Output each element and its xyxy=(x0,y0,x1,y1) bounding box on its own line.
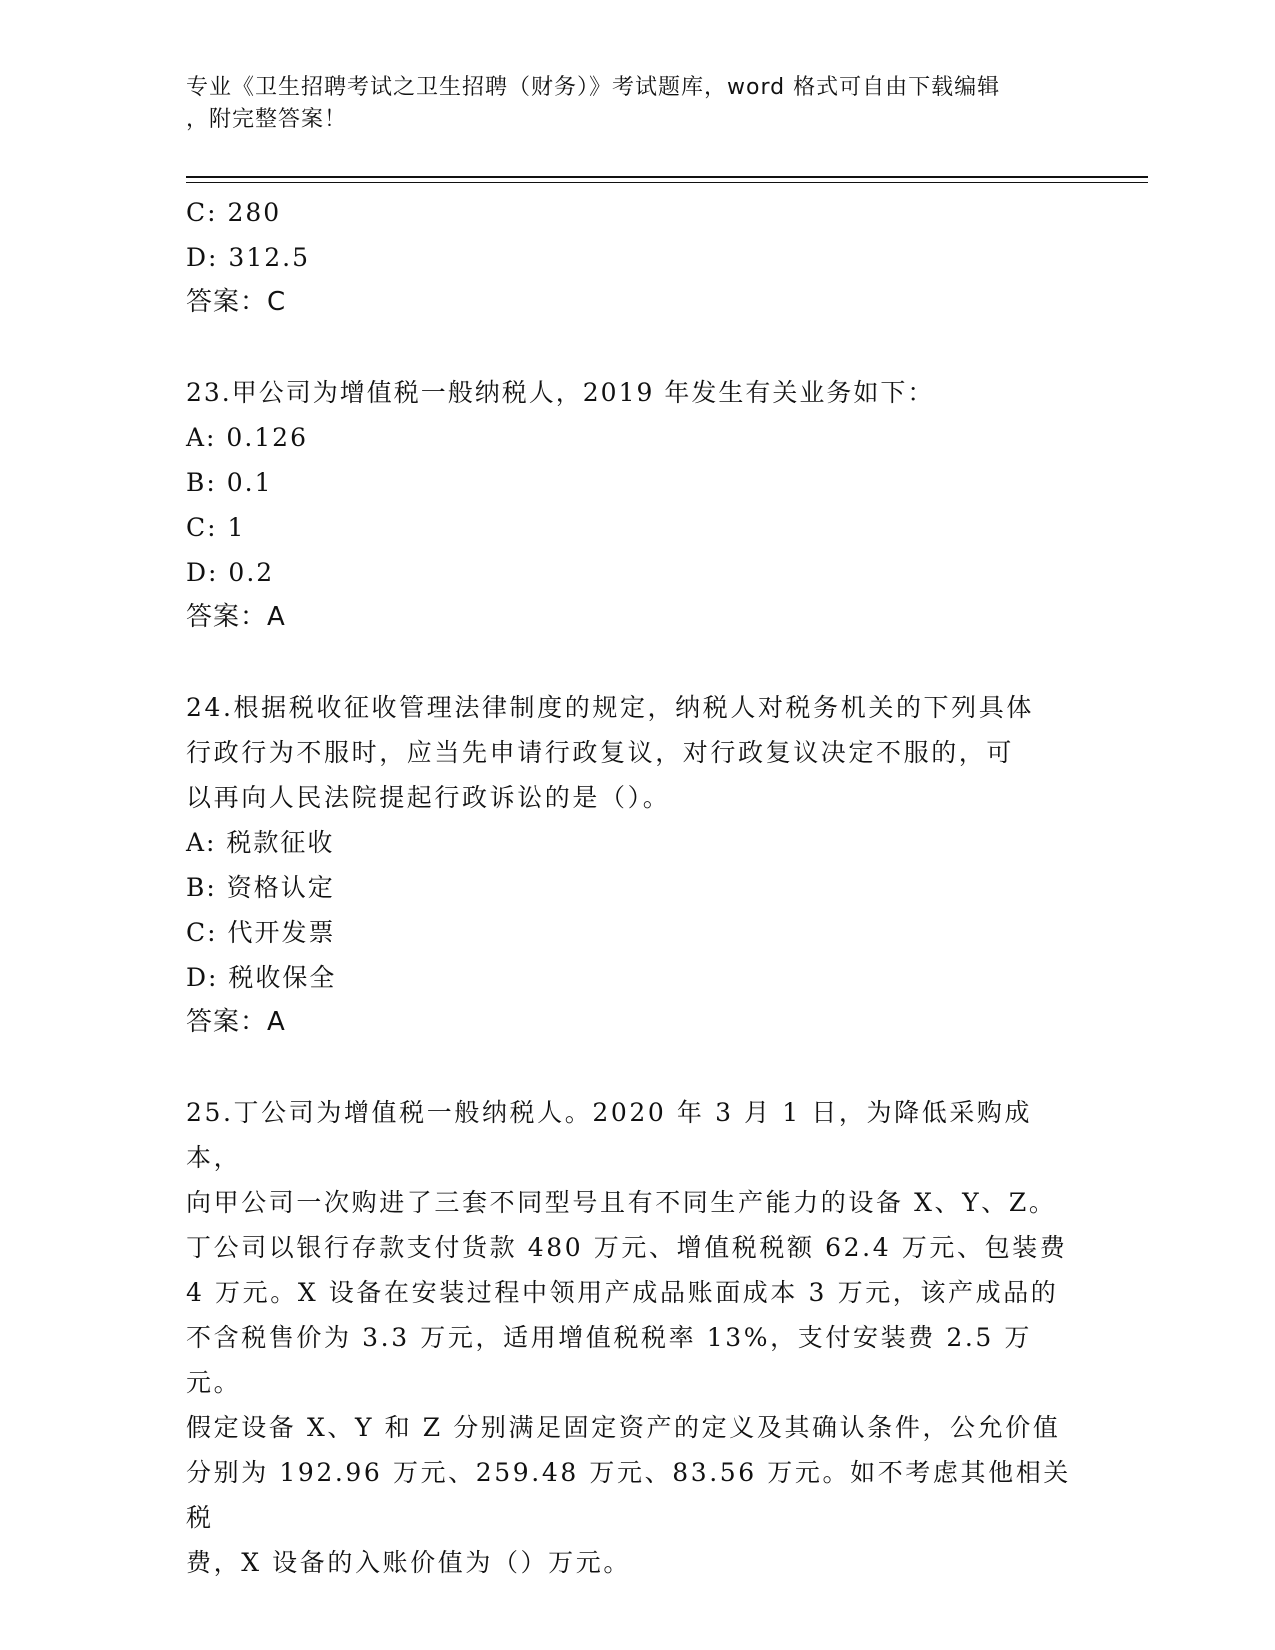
option-d: D: 0.2 xyxy=(186,558,275,587)
question-content xyxy=(186,190,1076,1585)
question-stem-line-6: 假定设备 X、Y 和 Z 分别满足固定资产的定义及其确认条件，公允价值 xyxy=(186,1413,1061,1442)
option-c: C: 1 xyxy=(186,513,246,542)
question-stem-line-3: 丁公司以银行存款支付货款 480 万元、增值税税额 62.4 万元、包装费 xyxy=(186,1233,1068,1262)
option-a: A: 税款征收 xyxy=(186,828,335,857)
option-b: B: 0.1 xyxy=(186,468,273,497)
header-line-2: ，附完整答案！ xyxy=(186,107,348,132)
question-24 xyxy=(186,685,1076,1045)
question-stem-line-3: 以再向人民法院提起行政诉讼的是（）。 xyxy=(186,783,671,812)
option-d: D: 税收保全 xyxy=(186,963,337,992)
answer-line: 答案：A xyxy=(186,602,286,632)
option-c: C: 代开发票 xyxy=(186,918,336,947)
header-line-1: 专业《卫生招聘考试之卫生招聘（财务）》考试题库，word 格式可自由下载编辑 xyxy=(186,75,1001,100)
page-header xyxy=(186,72,1066,136)
question-stem-line-4: 4 万元。X 设备在安装过程中领用产成品账面成本 3 万元，该产成品的 xyxy=(186,1278,1059,1307)
spacer xyxy=(186,325,1076,370)
spacer xyxy=(186,640,1076,685)
question-stem-line-1: 25.丁公司为增值税一般纳税人。2020 年 3 月 1 日，为降低采购成本， xyxy=(186,1098,1033,1172)
question-23 xyxy=(186,370,1076,640)
question-stem-line-1: 24.根据税收征收管理法律制度的规定，纳税人对税务机关的下列具体 xyxy=(186,693,1034,722)
previous-question-tail xyxy=(186,190,1076,325)
question-stem-line-8: 费，X 设备的入账价值为（）万元。 xyxy=(186,1548,631,1577)
option-b: B: 资格认定 xyxy=(186,873,335,902)
question-stem-line-7: 分别为 192.96 万元、259.48 万元、83.56 万元。如不考虑其他相关税 xyxy=(186,1458,1071,1532)
question-25 xyxy=(186,1090,1076,1585)
option-c: C: 280 xyxy=(186,198,282,227)
question-stem-line-2: 向甲公司一次购进了三套不同型号且有不同生产能力的设备 X、Y、Z。 xyxy=(186,1188,1057,1217)
header-rule-thick xyxy=(186,176,1148,178)
spacer xyxy=(186,1045,1076,1090)
question-stem-line-2: 行政行为不服时，应当先申请行政复议，对行政复议决定不服的，可 xyxy=(186,738,1015,767)
header-rule-thin xyxy=(186,182,1148,183)
question-stem-line-5: 不含税售价为 3.3 万元，适用增值税税率 13%，支付安装费 2.5 万元。 xyxy=(186,1323,1033,1397)
answer-line: 答案：C xyxy=(186,287,287,317)
option-a: A: 0.126 xyxy=(186,423,308,452)
option-d: D: 312.5 xyxy=(186,243,310,272)
question-stem: 23.甲公司为增值税一般纳税人，2019 年发生有关业务如下： xyxy=(186,378,935,407)
answer-line: 答案：A xyxy=(186,1007,286,1037)
